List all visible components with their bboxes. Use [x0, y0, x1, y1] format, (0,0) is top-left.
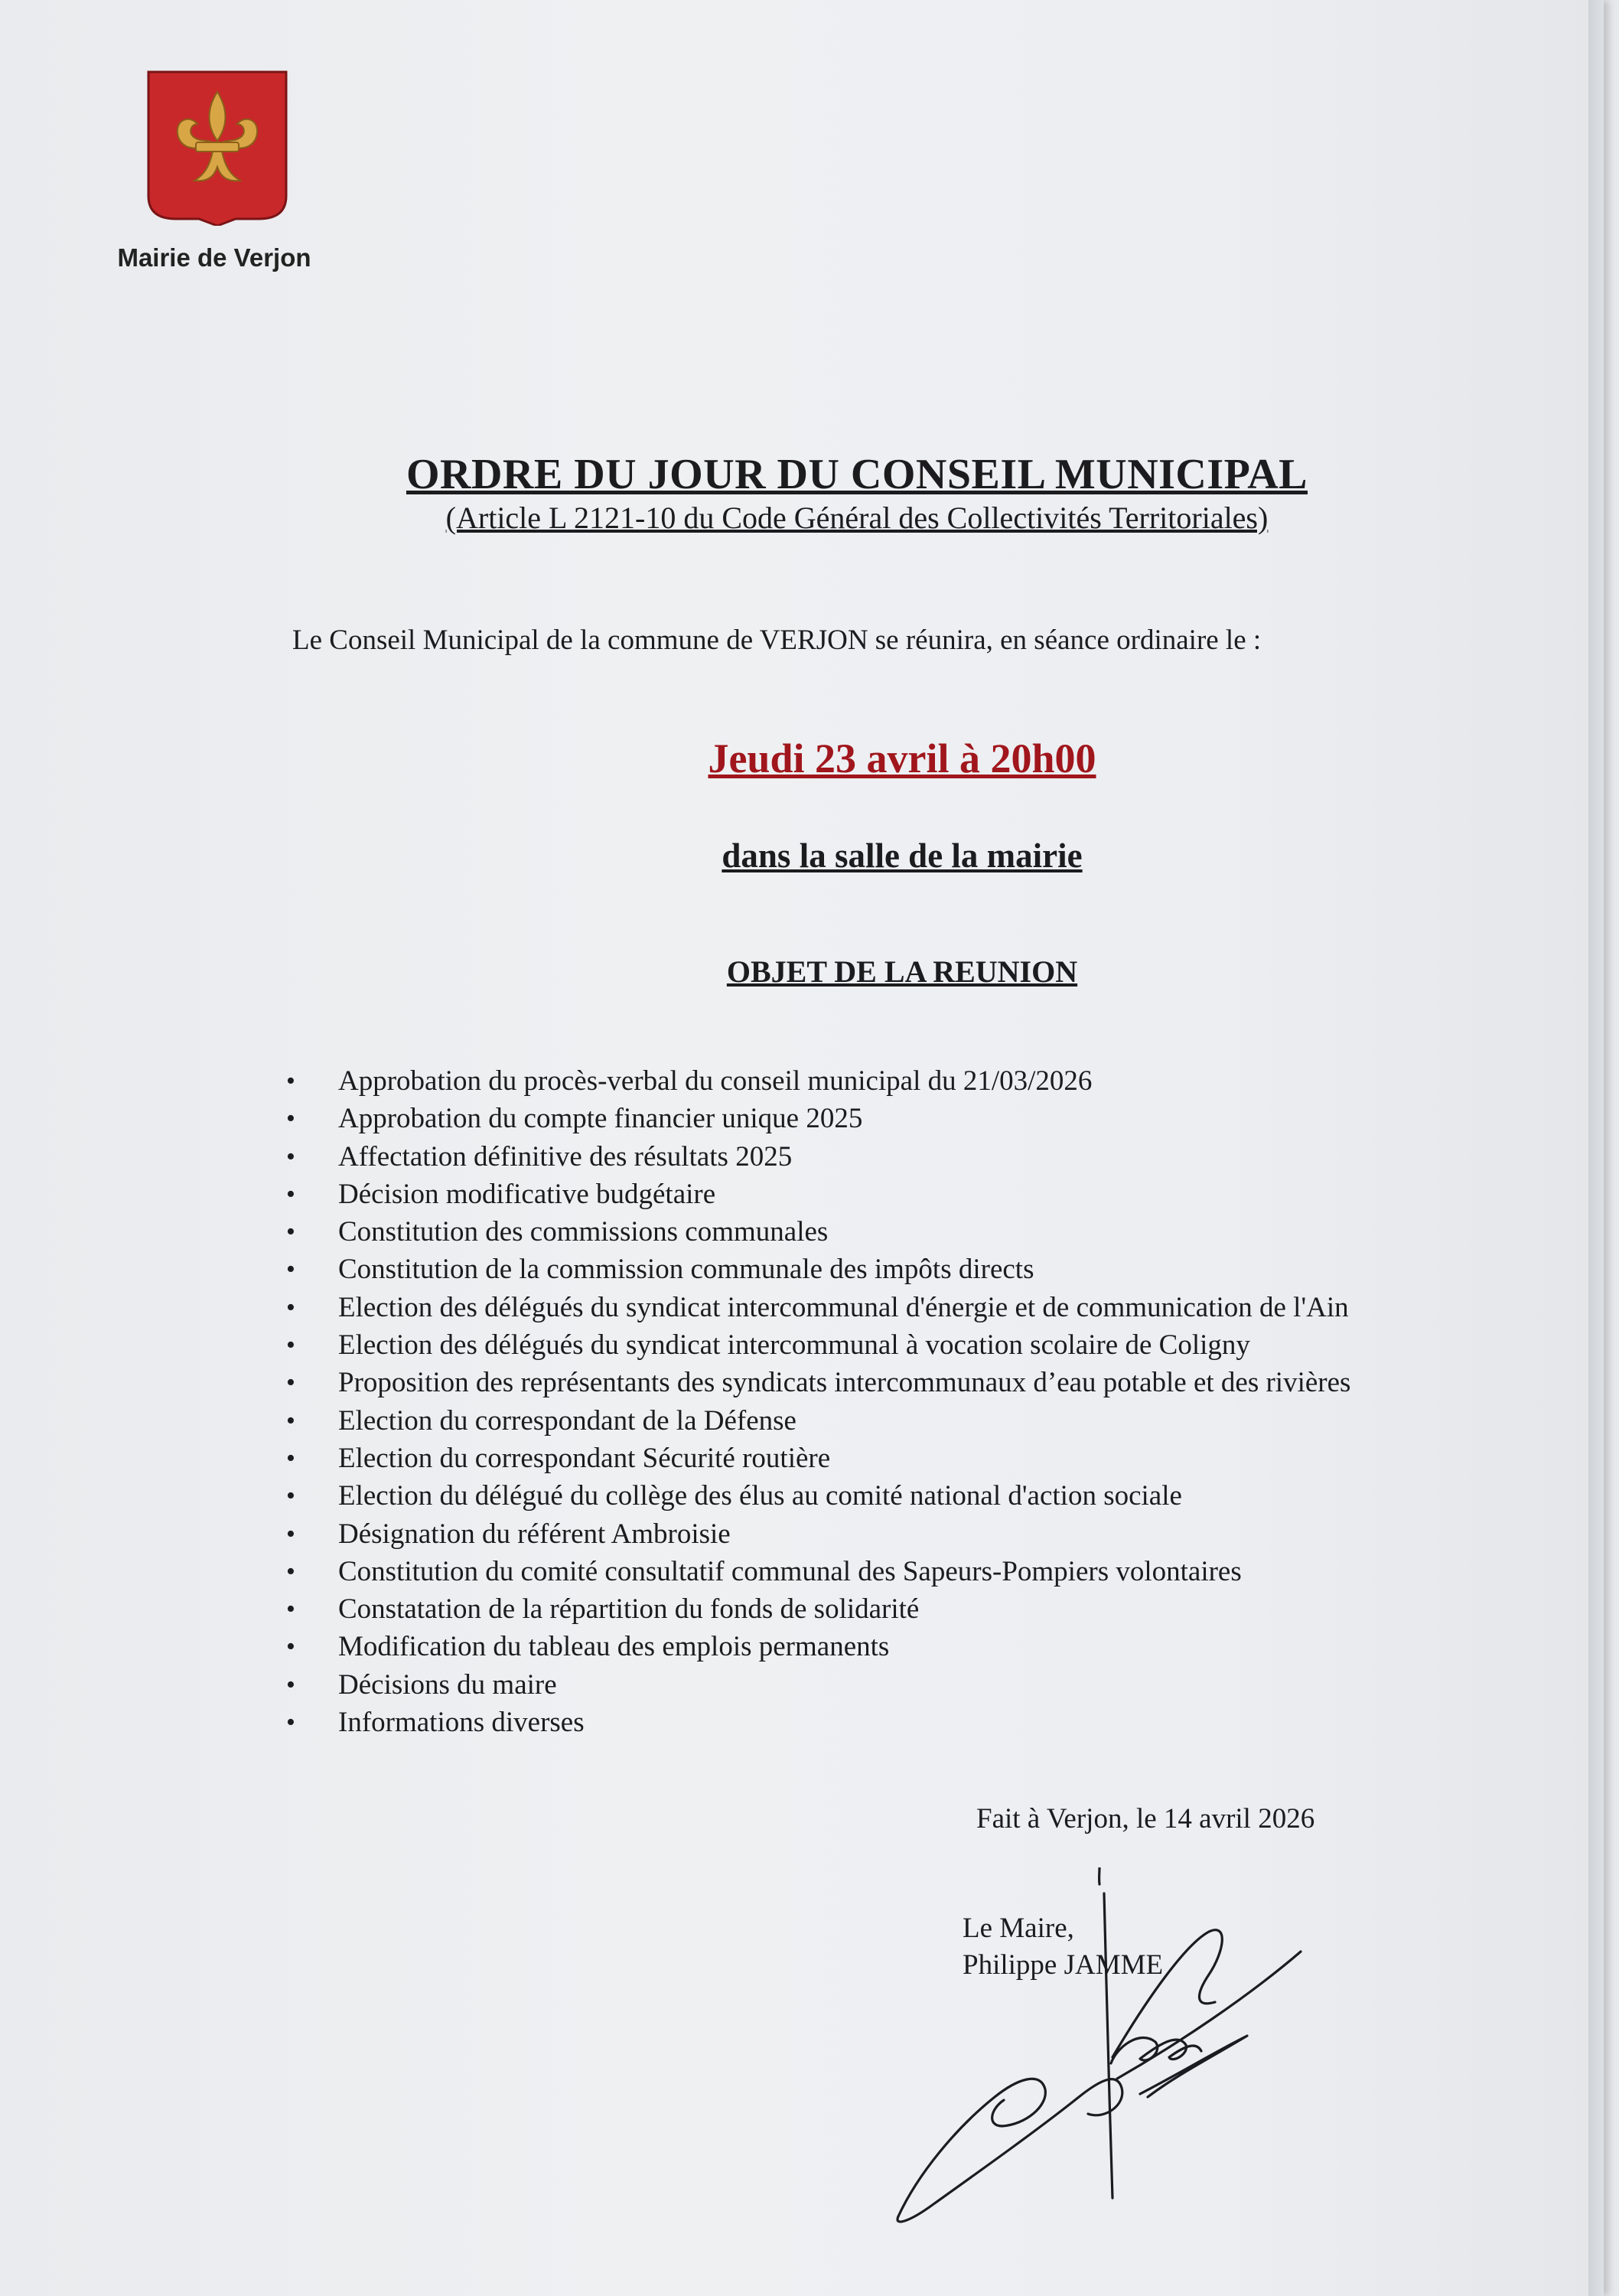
meeting-date: Jeudi 23 avril à 20h00: [708, 735, 1096, 781]
agenda-item: • Décision modificative budgétaire: [275, 1176, 1469, 1213]
handwritten-signature: [888, 1867, 1316, 2227]
agenda-list: [275, 1062, 1469, 1741]
mairie-name: Mairie de Verjon: [117, 243, 311, 272]
signatory-name: Philippe JAMME: [963, 1949, 1164, 1981]
agenda-item: • Constitution des commissions communales: [275, 1213, 1469, 1251]
page-edge: [1588, 0, 1604, 2296]
agenda-item: • Informations diverses: [275, 1704, 1469, 1741]
agenda-item: • Election du correspondant Sécurité routière: [275, 1440, 1469, 1477]
agenda-item: • Constitution du comité consultatif communal des Sapeurs-Pompiers volontaires: [275, 1553, 1469, 1590]
agenda-item: • Désignation du référent Ambroisie: [275, 1515, 1469, 1553]
agenda-item: • Election du délégué du collège des élus au comité national d'action sociale: [275, 1477, 1469, 1515]
signatory-role: Le Maire,: [963, 1913, 1074, 1944]
objet-heading: OBJET DE LA REUNION: [726, 954, 1078, 989]
agenda-item: • Proposition des représentants des syndicats intercommunaux d’eau potable et des rivières: [275, 1364, 1469, 1401]
agenda-item: • Approbation du compte financier unique 2025: [275, 1100, 1469, 1137]
agenda-item: • Décisions du maire: [275, 1666, 1469, 1704]
page-subtitle: (Article L 2121-10 du Code Général des Collectivités Territoriales): [445, 501, 1269, 535]
fleur-de-lis-crest-icon: [144, 69, 291, 226]
meeting-place: dans la salle de la mairie: [722, 837, 1083, 875]
agenda-item: • Election des délégués du syndicat intercommunal d'énergie et de communication de l'Ain: [275, 1289, 1469, 1326]
agenda-item: • Approbation du procès-verbal du conseil municipal du 21/03/2026: [275, 1062, 1469, 1100]
agenda-item: • Election du correspondant de la Défense: [275, 1402, 1469, 1440]
intro-text: Le Conseil Municipal de la commune de VERJON se réunira, en séance ordinaire le :: [292, 625, 1262, 656]
agenda-item: • Election des délégués du syndicat intercommunal à vocation scolaire de Coligny: [275, 1326, 1469, 1364]
agenda-item: • Affectation définitive des résultats 2025: [275, 1138, 1469, 1176]
page-title: ORDRE DU JOUR DU CONSEIL MUNICIPAL: [406, 451, 1308, 498]
agenda-item: • Constitution de la commission communale des impôts directs: [275, 1251, 1469, 1288]
place-date-line: Fait à Verjon, le 14 avril 2026: [976, 1803, 1315, 1835]
agenda-item: • Constatation de la répartition du fonds de solidarité: [275, 1590, 1469, 1628]
agenda-item: • Modification du tableau des emplois permanents: [275, 1628, 1469, 1665]
